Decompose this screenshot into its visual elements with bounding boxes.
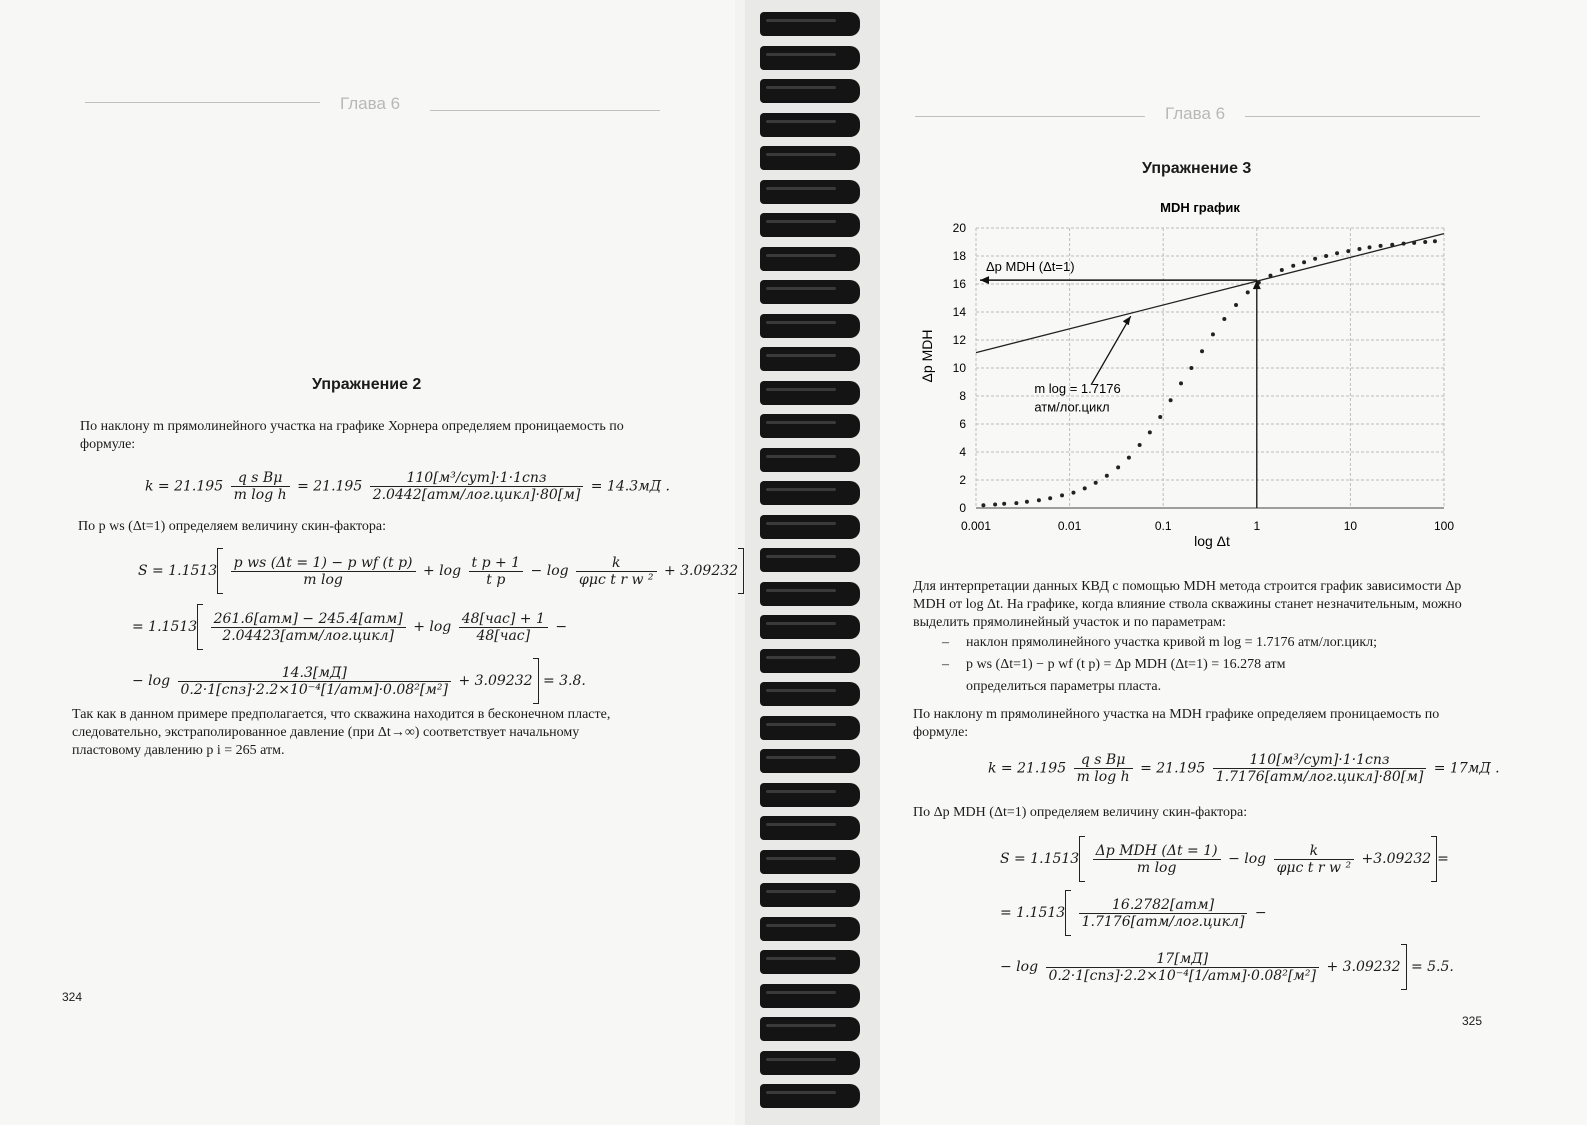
binding-coil	[760, 649, 860, 673]
data-point	[1379, 244, 1383, 248]
data-point	[1048, 496, 1052, 500]
data-point	[1083, 486, 1087, 490]
binding-coil	[760, 615, 860, 639]
binding-coil	[760, 347, 860, 371]
y-tick-label: 18	[952, 249, 966, 263]
data-point	[1280, 268, 1284, 272]
y-tick-label: 20	[952, 221, 966, 235]
data-point	[1423, 240, 1427, 244]
binding-coil	[760, 984, 860, 1008]
y-axis-label: Δp MDH	[919, 329, 935, 383]
trend-line	[976, 234, 1444, 353]
data-point	[1346, 249, 1350, 253]
bullet-mark-1: –	[942, 635, 949, 650]
skin-formula-right-2: = 1.1513 $\frac{\text{16.2782[атм]}}{\text{1.7176[атм/лог.цикл]}}$ −	[1000, 890, 1267, 936]
exercise-3-title: Упражнение 3	[1142, 160, 1252, 177]
data-point	[1127, 456, 1131, 460]
data-point	[1014, 501, 1018, 505]
chapter-rule-right-2	[1245, 116, 1480, 117]
data-point	[1324, 254, 1328, 258]
chapter-header-left: Глава 6	[340, 94, 401, 113]
skin-formula-left-2: = 1.1513 $\frac{\text{261.6[атм] − 245.4[атм]}}{\text{2.04423[атм/лог.цикл]}}$ + log $\frac{\text{48[час] + 1}}{\text{48[час]}}$ −	[132, 604, 567, 650]
binding-coil	[760, 1084, 860, 1108]
data-point	[1138, 443, 1142, 447]
binding-coil	[760, 146, 860, 170]
data-point	[1302, 260, 1306, 264]
binding-coil	[760, 515, 860, 539]
mdh-chart	[910, 196, 1470, 556]
y-tick-label: 0	[959, 501, 966, 515]
x-tick-label: 0.1	[1154, 519, 1172, 533]
binding-coil	[760, 749, 860, 773]
page-number-left: 324	[62, 990, 83, 1004]
binding-coil	[760, 582, 860, 606]
y-tick-label: 12	[952, 333, 966, 347]
data-point	[1179, 381, 1183, 385]
chart-annotations	[980, 259, 1261, 508]
data-point	[1037, 498, 1041, 502]
y-tick-label: 2	[959, 473, 966, 487]
chapter-rule-right	[915, 116, 1145, 117]
level-label: Δp MDH (Δt=1)	[986, 259, 1075, 275]
binding-coil	[760, 247, 860, 271]
data-point	[1335, 251, 1339, 255]
data-point	[1189, 366, 1193, 370]
data-point	[1390, 243, 1394, 247]
chapter-rule-left	[85, 102, 320, 103]
y-tick-label: 8	[959, 389, 966, 403]
binding-coil	[760, 1051, 860, 1075]
binding-coil	[760, 46, 860, 70]
permeability-formula-left: k = 21.195 $\frac{\text{q s Bμ}}{\text{m log h}}$ = 21.195 $\frac{\text{110[м³/сут]·1·1спз}}{\text{2.0442[атм/лог.цикл]·80[м]}}$ = 14.3мД .	[145, 470, 670, 503]
slope-callout-arrowhead	[1123, 316, 1131, 325]
data-point	[1313, 257, 1317, 261]
skin-formula-left-1: S = 1.1513 $\frac{\text{p ws (Δt = 1) − p wf (t p)}}{\text{m log}}$ + log $\frac{\text{t p + 1}}{\text{t p}}$ − log $\frac{k}{\text{φμc t r w ²}}$ + 3.09232	[138, 548, 756, 594]
binding-coil	[760, 850, 860, 874]
data-point	[1200, 349, 1204, 353]
permeability-formula-right: k = 21.195 $\frac{\text{q s Bμ}}{\text{m log h}}$ = 21.195 $\frac{\text{110[м³/сут]·1·1спз}}{\text{1.7176[атм/лог.цикл]·80[м]}}$ = 17мД .	[988, 752, 1500, 785]
data-point	[1433, 239, 1437, 243]
binding-coil	[760, 79, 860, 103]
data-point	[1234, 303, 1238, 307]
slope-callout-line	[1091, 316, 1131, 385]
binding-coil	[760, 448, 860, 472]
data-point	[1105, 474, 1109, 478]
x-tick-label: 10	[1343, 519, 1358, 533]
chart-title: MDH график	[1160, 200, 1240, 215]
data-point	[1412, 241, 1416, 245]
binding-coil	[760, 481, 860, 505]
x-tick-label: 1	[1253, 519, 1261, 533]
x-tick-label: 0.001	[960, 519, 992, 533]
y-tick-label: 10	[952, 361, 966, 375]
bullet-params: определиться параметры пласта.	[966, 679, 1162, 694]
y-tick-label: 16	[952, 277, 966, 291]
data-point	[1148, 430, 1152, 434]
binding-coil	[760, 783, 860, 807]
data-point	[1357, 247, 1361, 251]
data-point	[1402, 242, 1406, 246]
x-tick-label: 0.01	[1057, 519, 1082, 533]
binding-coil	[760, 314, 860, 338]
skin-formula-right-3: − log $\frac{17[мД]}{\text{0.2·1[спз]·2.2×10⁻⁴[1/атм]·0.08²[м²]}}$ + 3.09232 = 5.5.	[1000, 944, 1454, 990]
skin-formula-right-1: S = 1.1513 $\frac{\text{Δp MDH (Δt = 1)}}{\text{m log}}$ − log $\frac{k}{\text{φμc t r w ²}}$ +3.09232 =	[1000, 836, 1449, 882]
binding-coil	[760, 682, 860, 706]
y-tick-label: 6	[959, 417, 966, 431]
mdh-permeability-intro: По наклону m прямолинейного участка на MDH графике определяем проницаемость по формуле:	[913, 707, 1440, 740]
y-tick-label: 4	[959, 445, 966, 459]
level-arrowhead	[980, 276, 989, 284]
data-point	[1071, 491, 1075, 495]
data-point	[1094, 481, 1098, 485]
binding-coil	[760, 381, 860, 405]
binding-coil	[760, 414, 860, 438]
bullet-mark-2: –	[942, 657, 949, 672]
skin-intro-left: По p ws (Δt=1) определяем величину скин-фактора:	[78, 519, 386, 534]
binding-coil	[760, 12, 860, 36]
exercise-2-intro: По наклону m прямолинейного участка на графике Хорнера определяем проницаемость по формуле:	[80, 419, 624, 452]
binding-coil	[760, 816, 860, 840]
y-tick-label: 14	[952, 305, 966, 319]
data-point	[1116, 465, 1120, 469]
data-point	[1246, 290, 1250, 294]
binding-coil	[760, 716, 860, 740]
bullet-pressure: p ws (Δt=1) − p wf (t p) = Δp MDH (Δt=1) = 16.278 атм	[966, 657, 1286, 672]
data-point	[1158, 415, 1162, 419]
data-point	[1211, 332, 1215, 336]
conclusion-left: Так как в данном примере предполагается, что скважина находится в бесконечном пласте, следовательно, экстраполированное давление (при Δt→∞) соответствует начальному пластовому давлению p i = 265 атм.	[72, 707, 611, 758]
binding-coil	[760, 180, 860, 204]
data-point	[1025, 500, 1029, 504]
data-point	[981, 503, 985, 507]
chapter-header-right: Глава 6	[1165, 104, 1226, 123]
skin-intro-right: По Δp MDH (Δt=1) определяем величину скин-фактора:	[913, 805, 1248, 820]
mdh-intro: Для интерпретации данных КВД с помощью MDH метода строится график зависимости Δp MDH от log Δt. На графике, когда влияние ствола скважины станет незначительным, можно выделить прямолинейный участок и по параметрам:	[913, 579, 1462, 630]
binding-coil	[760, 917, 860, 941]
page-number-right: 325	[1462, 1014, 1483, 1028]
data-point	[1368, 245, 1372, 249]
chapter-rule-left-2	[430, 110, 660, 111]
data-point	[1169, 398, 1173, 402]
data-point	[1060, 493, 1064, 497]
binding-coil	[760, 883, 860, 907]
binding-coil	[760, 548, 860, 572]
binding-coil	[760, 1017, 860, 1041]
data-point	[1268, 274, 1272, 278]
data-point	[1002, 502, 1006, 506]
binding-coil	[760, 113, 860, 137]
binding-coil	[760, 950, 860, 974]
bullet-slope: наклон прямолинейного участка кривой m log = 1.7176 атм/лог.цикл;	[966, 635, 1378, 650]
exercise-2-title: Упражнение 2	[312, 376, 422, 393]
slope-label-1: m log = 1.7176	[1034, 381, 1121, 397]
binding-coil	[760, 213, 860, 237]
binding-coil	[760, 280, 860, 304]
data-point	[993, 503, 997, 507]
data-point	[1291, 264, 1295, 268]
slope-label-2: атм/лог.цикл	[1034, 399, 1110, 415]
x-axis-label: log Δt	[1194, 533, 1230, 549]
x-tick-label: 100	[1433, 519, 1455, 533]
data-point	[1222, 317, 1226, 321]
skin-formula-left-3: − log $\frac{14.3[мД]}{\text{0.2·1[спз]·2.2×10⁻⁴[1/атм]·0.08²[м²]}}$ + 3.09232 = 3.8.	[132, 658, 586, 704]
